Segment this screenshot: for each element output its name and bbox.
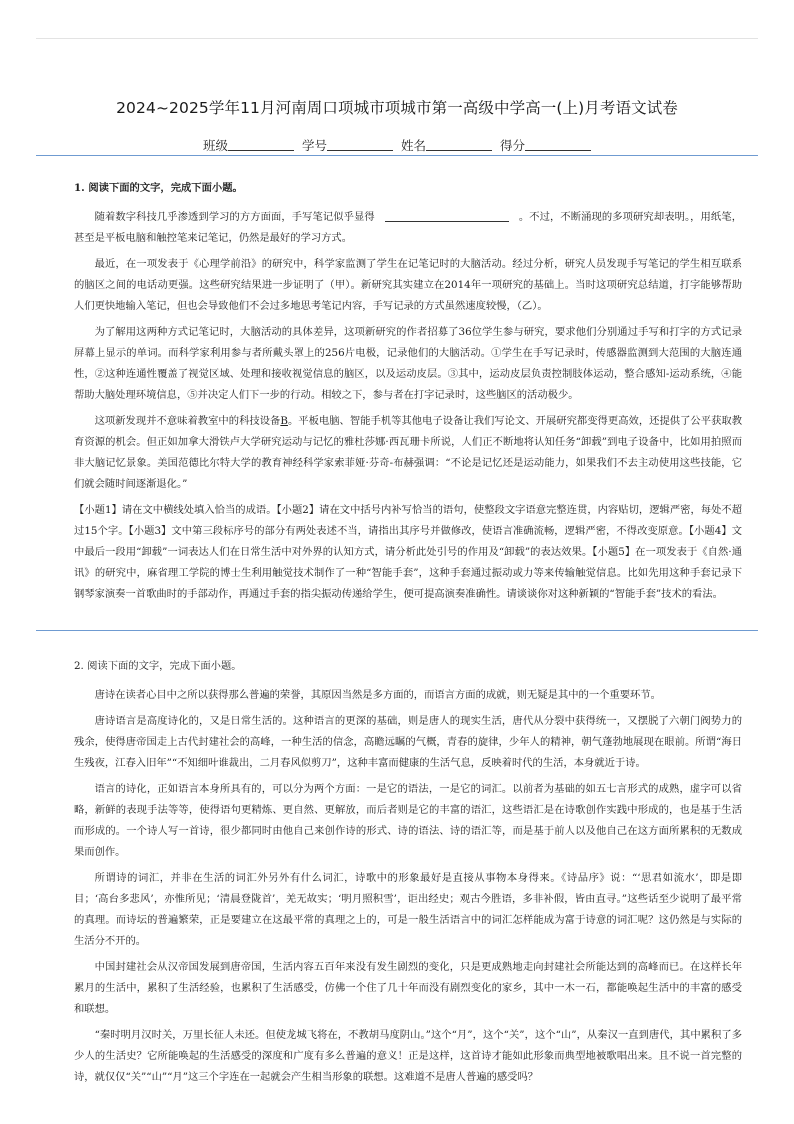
answer-blank[interactable] <box>385 209 509 222</box>
class-label: 班级 <box>202 138 228 153</box>
question-1 <box>74 178 742 610</box>
question-2-paragraph: 唐诗语言是高度诗化的，又是日常生活的。这种语言的更深的基础，则是唐人的现实生活，唐代从分裂中获得统一，又摆脱了六朝门阀势力的残余，使得唐帝国走上古代封建社会的高峰，一种生活的信念，高瞻远瞩的气概，青春的旋律，少年人的精神，朝气蓬勃地展现在眼前。所谓“海日生残夜，江春入旧年”“不知细叶谁裁出，二月春风似剪刀”，这种丰富而健康的生活气息，反映着时代的生活，本身就近于诗。 <box>74 715 742 769</box>
question-1-paragraph: 为了解用这两种方式记笔记时，大脑活动的具体差异，这项新研究的作者招募了36位学生参与研究，要求他们分别通过手写和打字的方式记录屏幕上显示的单词。而科学家利用参与者所戴头罩上的256片电极，记录他们的大脑活动。①学生在手写记录时，传感器监测到大范围的大脑连通性，②这种连通性覆盖了视觉区域、处理和接收视觉信息的脑区，以及运动皮层。③其中，运动皮层负责控制肢体运动，整合感知-运动系统，④能帮助大脑处理环境信息，⑤并决定人们下一步的行动。相较之下，参与者在打字记录时，这些脑区的活动极少。 <box>74 326 742 401</box>
paragraph-text: 。平板电脑、智能手机等其他电子设备让我们写论文、开展研究都变得更高效，还提供了公平获取教育资源的机会。但正如加拿大滑铁卢大学研究运动与记忆的雅杜莎娜·西瓦珊卡所说，人们正不断地将认知任务“卸载”到电子设备中，比如用拍照而非大脑记忆景象。美国范德比尔特大学的教育神经科学家索菲娅·芬奇-布赫强调：“不论是记忆还是运动能力，如果我们不去主动使用这些技能，它们就会随时间逐渐退化。” <box>74 415 743 490</box>
page-top-rule <box>36 38 758 39</box>
question-2-paragraph: “秦时明月汉时关，万里长征人未还。但使龙城飞将在，不教胡马度阴山。”这个“月”，这个“关”，这个“山”，从秦汉一直到唐代，其中累积了多少人的生活史？它所能唤起的生活感受的深度和广度有多么普遍的意义！正是这样，这首诗才能如此形象而典型地被歌唱出来。且不说一首完整的诗，就仅仅“关”“山”“月”这三个字连在一起就会产生相当形象的联想。这难道不是唐人普遍的感受吗？ <box>74 1029 742 1083</box>
class-field[interactable] <box>228 139 294 151</box>
question-1-heading: 1. 阅读下面的文字，完成下面小题。 <box>74 182 243 194</box>
section-divider <box>36 155 758 156</box>
question-1-paragraph <box>74 411 742 495</box>
name-field[interactable] <box>426 139 492 151</box>
question-1-paragraph: 最近，在一项发表于《心理学前沿》的研究中，科学家监测了学生在记笔记时的大脑活动。经过分析，研究人员发现手写笔记的学生相互联系的脑区之间的电话动更强。这些研究结果进一步证明了（甲）。新研究其实建立在2014年一项研究的基础上。当时这项研究总结道，打字能够帮助人们更快地输入笔记，但也会导致他们不会过多地思考笔记内容，手写记录的方式虽然速度较慢，（乙）。 <box>74 258 742 312</box>
question-2-paragraph: 语言的诗化，正如语言本身所具有的，可以分为两个方面：一是它的语法，一是它的词汇。以前者为基础的如五七言形式的成熟，虚字可以省略，新鲜的表现手法等等，使得语句更精炼、更自然、更解放，而后者则是它的丰富的语汇，这些语汇是在诗歌创作实践中形成的，也是基于生活而形成的。一个诗人写一首诗，很少都同时由他自己来创作诗的形式、诗的语法、诗的语汇等，而是基于前人以及他自己在这方面所累积的无数成果而创作。 <box>74 783 742 858</box>
paragraph-text: 这项新发现并不意味着教室中的科技设备 <box>94 415 281 427</box>
question-1-paragraph <box>74 207 742 249</box>
question-2-paragraph: 唐诗在读者心目中之所以获得那么普遍的荣誉，其原因当然是多方面的，而语言方面的成就，则无疑是其中的一个重要环节。 <box>94 689 661 701</box>
question-2 <box>74 656 742 1093</box>
score-field[interactable] <box>525 139 591 151</box>
student-info-line <box>0 136 794 154</box>
blank-marker-b: B <box>280 415 288 427</box>
question-2-paragraph: 中国封建社会从汉帝国发展到唐帝国，生活内容五百年来没有发生剧烈的变化，只是更成熟地走向封建社会所能达到的高峰而已。在这样长年累月的生活中，累积了生活经验，也累积了生活感受，仿佛一个住了几十年而没有剧烈变化的家乡，其中一木一石，都能唤起生活中的丰富的感受和联想。 <box>74 961 742 1015</box>
exam-title: 2024~2025学年11月河南周口项城市项城市第一高级中学高一(上)月考语文试卷 <box>116 99 678 117</box>
sub-questions: 【小题1】请在文中横线处填入恰当的成语。【小题2】请在文中括号内补写恰当的语句，使整段文字语意完整连贯，内容贴切，逻辑严密，每处不超过15个字。【小题3】文中第三段标序号的部分有两处表述不当，请指出其序号并做修改，使语言准确流畅，逻辑严密，不得改变原意。【小题4】文中最后一段用“卸载”一词表达人们在日常生活中对外界的认知方式，请分析此处引号的作用及“卸载”的表达效果。【小题5】在一项发表于《自然·通讯》的研究中，麻省理工学院的博士生利用触觉技术制作了一种“智能手套”，这种手套通过振动或力等来传输触觉信息。比如先用这种手套记录下钢琴家演奏一首歌曲时的手部动作，再通过手套的指尖振动传递给学生，便可提高演奏准确性。请谈谈你对这种新颖的“智能手套”技术的看法。 <box>74 504 742 600</box>
paragraph-text: 随着数字科技几乎渗透到学习的方方面面，手写笔记似乎显得 <box>94 211 375 223</box>
score-label: 得分 <box>499 138 525 153</box>
question-2-heading: 2. 阅读下面的文字，完成下面小题。 <box>74 660 242 672</box>
paragraph-text: 。不过，不断涌现的多项研究却表明。，用纸笔，甚至是平板电脑和触控笔来记笔记，仍然是最好的学习方式。 <box>74 211 742 244</box>
question-2-paragraph: 所谓诗的词汇，并非在生活的词汇外另外有什么词汇，诗歌中的形象最好是直接从事物本身得来。《诗品序》说：“‘思君如流水’，即是即目；‘高台多悲风’，亦惟所见；‘清晨登陇首’，羌无故实；‘明月照积雪’，讵出经史；观古今胜语，多非补假，皆由直寻。”这些话至少说明了最平常的真理。而诗坛的普遍繁荣，正是要建立在这最平常的真理之上的，可是一般生活语言中的词汇怎样能成为富于诗意的词汇呢？这仍然是与实际的生活分不开的。 <box>74 872 742 947</box>
student-number-label: 学号 <box>301 138 327 153</box>
name-label: 姓名 <box>400 138 426 153</box>
section-divider <box>36 630 758 631</box>
student-number-field[interactable] <box>327 139 393 151</box>
